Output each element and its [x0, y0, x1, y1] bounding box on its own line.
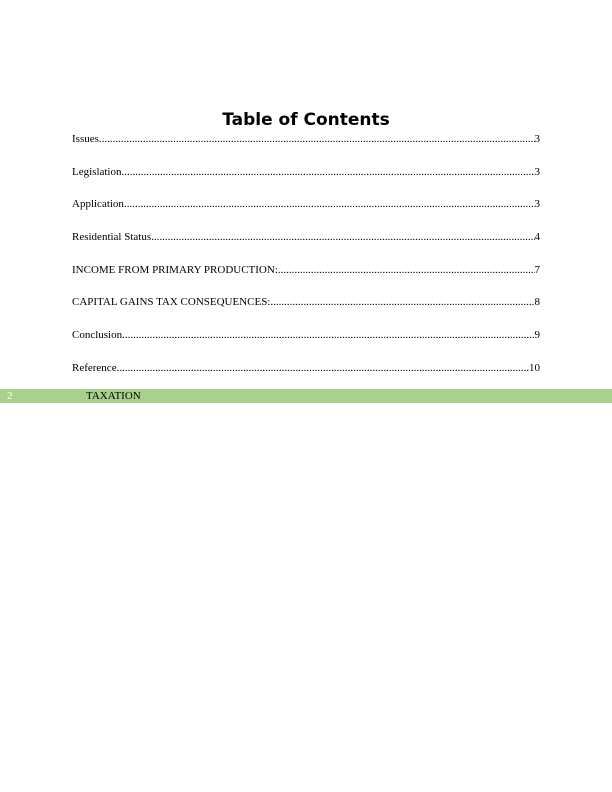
toc-entry-label: Residential Status	[72, 231, 152, 244]
toc-dot-leader	[124, 195, 535, 213]
toc-dot-leader	[278, 261, 535, 279]
toc-dot-leader	[270, 293, 534, 311]
footer-page-number: 2	[7, 390, 13, 402]
toc-entry-label: Conclusion	[72, 329, 123, 342]
toc-entry-page: 3	[534, 165, 540, 178]
toc-dot-leader	[122, 163, 535, 181]
toc-entry-label: Reference	[72, 361, 117, 374]
toc-entry-label: INCOME FROM PRIMARY PRODUCTION:	[72, 263, 278, 276]
toc-entry-label: Legislation	[72, 165, 122, 178]
toc-dot-leader	[99, 130, 535, 148]
toc-dot-leader	[117, 359, 529, 377]
toc-entry-reference[interactable]	[72, 359, 540, 392]
toc-entry-page: 3	[534, 198, 540, 211]
footer-running-title: TAXATION	[86, 390, 141, 402]
toc-entry-issues[interactable]	[72, 130, 540, 163]
toc-title: Table of Contents	[222, 110, 390, 130]
toc-entry-page: 9	[534, 329, 540, 342]
toc-entry-page: 10	[529, 361, 540, 374]
toc-entry-residential-status[interactable]	[72, 228, 540, 261]
page-footer-band	[0, 389, 612, 403]
toc-entry-application[interactable]	[72, 195, 540, 228]
toc-entry-legislation[interactable]	[72, 163, 540, 196]
toc-entry-label: Issues	[72, 133, 99, 145]
toc-entry-conclusion[interactable]	[72, 326, 540, 359]
toc-entry-page: 8	[534, 296, 540, 309]
toc-dot-leader	[122, 326, 534, 344]
toc-entry-income-primary-production[interactable]	[72, 261, 540, 294]
toc-dot-leader	[151, 228, 534, 246]
toc-list	[72, 130, 540, 392]
toc-entry-page: 7	[534, 263, 540, 276]
toc-entry-page: 4	[534, 231, 540, 244]
toc-entry-label: Application	[72, 198, 124, 211]
toc-entry-page: 3	[534, 133, 540, 145]
toc-entry-capital-gains-tax[interactable]	[72, 293, 540, 326]
toc-entry-label: CAPITAL GAINS TAX CONSEQUENCES:	[72, 296, 271, 309]
